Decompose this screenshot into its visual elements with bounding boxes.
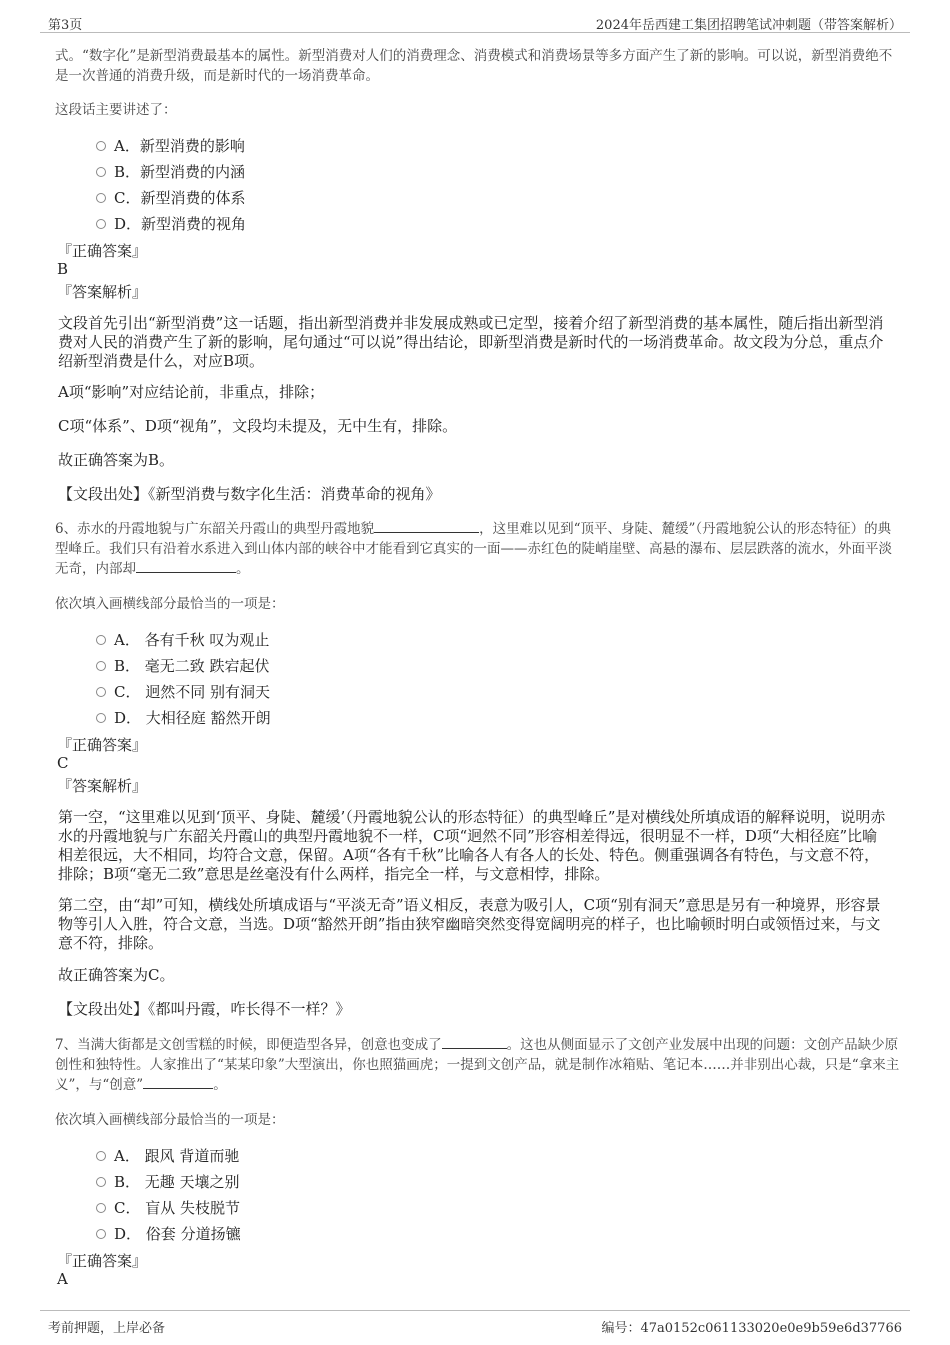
q5-passage: 式。“数字化”是新型消费最基本的属性。新型消费对人们的消费理念、消费模式和消费场景等多方面产生了新的影响。可以说，新型消费绝不是一次普通的消费升级，而是新时代的一场消费革命。 xyxy=(55,48,893,84)
q7-option-c[interactable]: C． 盲从 失枝脱节 xyxy=(96,1197,240,1218)
q5-option-b[interactable]: B．新型消费的内涵 xyxy=(96,161,245,182)
radio-icon[interactable] xyxy=(96,635,106,645)
q5-source: 【文段出处】《新型消费与数字化生活：消费革命的视角》 xyxy=(58,485,441,503)
q5-option-a[interactable]: A．新型消费的影响 xyxy=(96,135,245,156)
radio-icon[interactable] xyxy=(96,141,106,151)
radio-icon[interactable] xyxy=(96,1177,106,1187)
page-footer xyxy=(40,1310,910,1335)
page-header xyxy=(40,8,910,33)
q5-prompt: 这段话主要讲述了： xyxy=(55,102,177,118)
q7-prompt: 依次填入画横线部分最恰当的一项是： xyxy=(55,1112,285,1128)
q5-answer-label: 『正确答案』 xyxy=(57,242,148,260)
q7-answer: A xyxy=(57,1270,68,1288)
blank-line xyxy=(442,1048,507,1049)
q6-stem: 6、赤水的丹霞地貌与广东韶关丹霞山的典型丹霞地貌 ，这里难以见到“顶平、身陡、麓缓”（丹霞地貌公认的形态特征）的典型峰丘。我们只有沿着水系进入到山体内部的峡谷中才能看到它真实的一面——赤红色的陡峭崖壁、高悬的瀑布、层层跌落的流水，外面平淡无奇，内部却 。 xyxy=(55,521,892,577)
q7-option-b[interactable]: B． 无趣 天壤之别 xyxy=(96,1171,240,1192)
radio-icon[interactable] xyxy=(96,1203,106,1213)
q5-analysis-2: A项“影响”对应结论前，非重点，排除； xyxy=(58,383,325,401)
q6-analysis-2: 第二空，由“却”可知，横线处所填成语与“平淡无奇”语义相反，表意为吸引人，C项“别有洞天”意思是另有一种境界，形容景物等引人入胜，符合文意，当选。D项“豁然开朗”指由狭窄幽暗突然变得宽阔明亮的样子，也比喻顿时明白或领悟过来，与文意不符，排除。 xyxy=(58,896,881,952)
q6-analysis-3: 故正确答案为C。 xyxy=(58,966,175,984)
radio-icon[interactable] xyxy=(96,1229,106,1239)
q7-option-a[interactable]: A． 跟风 背道而驰 xyxy=(96,1145,239,1166)
q7-option-d[interactable]: D． 俗套 分道扬镳 xyxy=(96,1223,241,1244)
radio-icon[interactable] xyxy=(96,661,106,671)
q5-option-c[interactable]: C．新型消费的体系 xyxy=(96,187,245,208)
q6-option-b[interactable]: B． 毫无二致 跌宕起伏 xyxy=(96,655,270,676)
q5-analysis-1: 文段首先引出“新型消费”这一话题，指出新型消费并非发展成熟或已定型，接着介绍了新型消费的基本属性，随后指出新型消费对人民的消费产生了新的影响，尾句通过“可以说”得出结论，即新型消费是新时代的一场消费革命。故文段为分总，重点介绍新型消费是什么，对应B项。 xyxy=(58,314,884,370)
q6-prompt: 依次填入画横线部分最恰当的一项是： xyxy=(55,596,285,612)
q7-answer-label: 『正确答案』 xyxy=(57,1252,148,1270)
q6-option-d[interactable]: D． 大相径庭 豁然开朗 xyxy=(96,707,271,728)
q6-option-c[interactable]: C． 迥然不同 别有洞天 xyxy=(96,681,270,702)
q6-analysis-label: 『答案解析』 xyxy=(57,777,148,795)
q5-answer: B xyxy=(57,260,69,278)
q5-analysis-4: 故正确答案为B。 xyxy=(58,451,175,469)
document-code: 编号：47a0152c061133020e0e9b59e6d37766 xyxy=(601,1321,902,1336)
q5-analysis-label: 『答案解析』 xyxy=(57,283,148,301)
blank-line xyxy=(136,572,236,573)
q5-option-d[interactable]: D．新型消费的视角 xyxy=(96,213,246,234)
q6-answer-label: 『正确答案』 xyxy=(57,736,148,754)
blank-line xyxy=(143,1088,213,1089)
page-number: 第3页 xyxy=(48,18,83,33)
radio-icon[interactable] xyxy=(96,219,106,229)
q7-stem: 7、当满大街都是文创雪糕的时候，即便造型各异，创意也变成了 。这也从侧面显示了文创产业发展中出现的问题：文创产品缺少原创性和独特性。人家推出了“某某印象”大型演出，你也照猫画虎；一提到文创产品，就是制作冰箱贴、笔记本……并非别出心裁，只是“拿来主义”，与“创意” 。 xyxy=(55,1037,900,1093)
radio-icon[interactable] xyxy=(96,1151,106,1161)
blank-line xyxy=(374,532,479,533)
radio-icon[interactable] xyxy=(96,193,106,203)
footer-slogan: 考前押题，上岸必备 xyxy=(48,1321,166,1336)
q5-analysis-3: C项“体系”、D项“视角”，文段均未提及，无中生有，排除。 xyxy=(58,417,458,435)
q6-option-a[interactable]: A． 各有千秋 叹为观止 xyxy=(96,629,269,650)
document-title: 2024年岳西建工集团招聘笔试冲刺题（带答案解析） xyxy=(595,18,902,33)
q6-analysis-1: 第一空，“这里难以见到‘顶平、身陡、麓缓’（丹霞地貌公认的形态特征）的典型峰丘”是对横线处所填成语的解释说明，说明赤水的丹霞地貌与广东韶关丹霞山的典型丹霞地貌不一样，C项“迥然不同”形容相差得远，很明显不一样，D项“大相径庭”比喻相差很远，大不相同，均符合文意，保留。A项“各有千秋”比喻各人有各人的长处、特色。侧重强调各有特色，与文意不符，排除；B项“毫无二致”意思是丝毫没有什么两样，指完全一样，与文意相悖，排除。 xyxy=(58,808,886,883)
q6-answer: C xyxy=(57,754,69,772)
radio-icon[interactable] xyxy=(96,713,106,723)
q6-source: 【文段出处】《都叫丹霞，咋长得不一样？》 xyxy=(58,1000,351,1018)
radio-icon[interactable] xyxy=(96,167,106,177)
radio-icon[interactable] xyxy=(96,687,106,697)
